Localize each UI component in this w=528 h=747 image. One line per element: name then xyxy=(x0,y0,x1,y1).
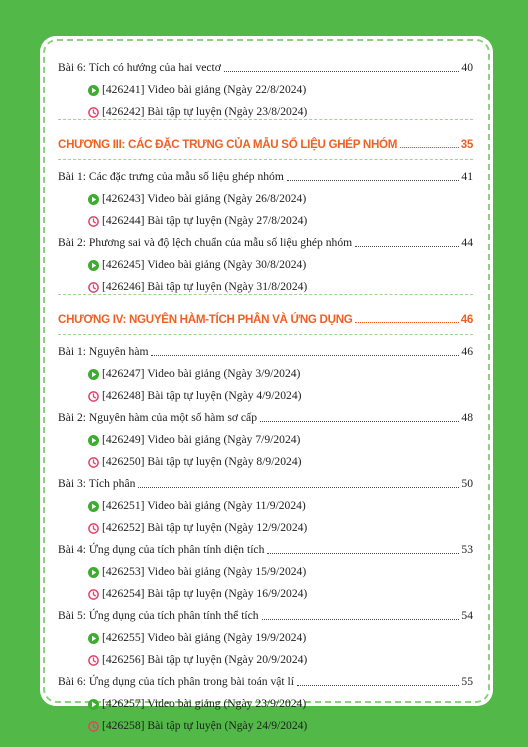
lesson-title: Bài 6: Ứng dụng của tích phân trong bài toán vật lí xyxy=(58,675,294,688)
clock-icon xyxy=(88,589,99,600)
video-title: [426255] Video bài giảng (Ngày 19/9/2024) xyxy=(102,631,307,644)
exercise-link[interactable] xyxy=(58,579,473,601)
lesson-title: Bài 3: Tích phân xyxy=(58,477,136,490)
chapter-title: CHƯƠNG III: CÁC ĐẶC TRƯNG CỦA MẪU SỐ LIỆU GHÉP NHÓM xyxy=(58,138,398,151)
clock-icon xyxy=(88,721,99,732)
lesson-page: 44 xyxy=(461,236,473,249)
lesson-entry[interactable] xyxy=(58,535,473,557)
leader-dots xyxy=(262,619,460,620)
exercise-link[interactable] xyxy=(58,645,473,667)
exercise-title: [426244] Bài tập tự luyện (Ngày 27/8/2024) xyxy=(102,214,308,227)
lesson-page: 50 xyxy=(461,477,473,490)
lesson-page: 55 xyxy=(461,675,473,688)
exercise-link[interactable] xyxy=(58,206,473,228)
video-title: [426251] Video bài giảng (Ngày 11/9/2024) xyxy=(102,499,306,512)
leader-dots xyxy=(287,180,460,181)
lesson-page: 53 xyxy=(461,543,473,556)
section-divider xyxy=(58,159,473,160)
lesson-title: Bài 6: Tích có hướng của hai vectơ xyxy=(58,61,221,74)
section-divider xyxy=(58,334,473,335)
video-title: [426257] Video bài giảng (Ngày 23/9/2024) xyxy=(102,697,307,710)
lesson-entry[interactable] xyxy=(58,162,473,184)
leader-dots xyxy=(260,421,459,422)
play-icon xyxy=(88,567,99,578)
video-title: [426243] Video bài giảng (Ngày 26/8/2024) xyxy=(102,192,307,205)
exercise-title: [426256] Bài tập tự luyện (Ngày 20/9/2024) xyxy=(102,653,308,666)
clock-icon xyxy=(88,655,99,666)
play-icon xyxy=(88,85,99,96)
leader-dots xyxy=(224,71,460,72)
video-title: [426245] Video bài giảng (Ngày 30/8/2024) xyxy=(102,258,307,271)
video-title: [426241] Video bài giảng (Ngày 22/8/2024) xyxy=(102,83,307,96)
leader-dots xyxy=(297,685,459,686)
play-icon xyxy=(88,699,99,710)
lesson-page: 48 xyxy=(461,411,473,424)
play-icon xyxy=(88,633,99,644)
exercise-link[interactable] xyxy=(58,381,473,403)
video-lecture-link[interactable] xyxy=(58,623,473,645)
leader-dots xyxy=(400,147,459,148)
exercise-link[interactable] xyxy=(58,272,473,294)
video-lecture-link[interactable] xyxy=(58,557,473,579)
lesson-page: 40 xyxy=(461,61,473,74)
video-lecture-link[interactable] xyxy=(58,425,473,447)
lesson-page: 46 xyxy=(461,345,473,358)
play-icon xyxy=(88,501,99,512)
lesson-entry[interactable] xyxy=(58,469,473,491)
play-icon xyxy=(88,369,99,380)
lesson-entry[interactable] xyxy=(58,601,473,623)
lesson-entry[interactable] xyxy=(58,53,473,75)
lesson-title: Bài 1: Nguyên hàm xyxy=(58,345,149,358)
exercise-link[interactable] xyxy=(58,513,473,535)
exercise-title: [426250] Bài tập tự luyện (Ngày 8/9/2024) xyxy=(102,455,302,468)
chapter-heading[interactable] xyxy=(58,307,473,326)
exercise-link[interactable] xyxy=(58,447,473,469)
video-title: [426249] Video bài giảng (Ngày 7/9/2024) xyxy=(102,433,301,446)
section-divider xyxy=(58,119,473,120)
video-lecture-link[interactable] xyxy=(58,75,473,97)
lesson-title: Bài 4: Ứng dụng của tích phân tính diện tích xyxy=(58,543,265,556)
lesson-title: Bài 1: Các đặc trưng của mẫu số liệu ghép nhóm xyxy=(58,170,284,183)
video-lecture-link[interactable] xyxy=(58,689,473,711)
lesson-entry[interactable] xyxy=(58,337,473,359)
leader-dots xyxy=(355,246,459,247)
play-icon xyxy=(88,194,99,205)
video-title: [426247] Video bài giảng (Ngày 3/9/2024) xyxy=(102,367,301,380)
lesson-entry[interactable] xyxy=(58,667,473,689)
clock-icon xyxy=(88,457,99,468)
chapter-heading[interactable] xyxy=(58,132,473,151)
clock-icon xyxy=(88,282,99,293)
lesson-page: 41 xyxy=(461,170,473,183)
clock-icon xyxy=(88,391,99,402)
exercise-title: [426258] Bài tập tự luyện (Ngày 24/9/2024) xyxy=(102,719,308,732)
lesson-entry[interactable] xyxy=(58,403,473,425)
toc-page xyxy=(40,36,493,732)
chapter-page: 35 xyxy=(460,138,473,151)
video-lecture-link[interactable] xyxy=(58,184,473,206)
play-icon xyxy=(88,260,99,271)
leader-dots xyxy=(138,487,459,488)
exercise-title: [426248] Bài tập tự luyện (Ngày 4/9/2024) xyxy=(102,389,302,402)
clock-icon xyxy=(88,216,99,227)
chapter-title: CHƯƠNG IV: NGUYÊN HÀM-TÍCH PHÂN VÀ ỨNG DỤNG xyxy=(58,313,353,326)
exercise-link[interactable] xyxy=(58,711,473,733)
clock-icon xyxy=(88,107,99,118)
video-lecture-link[interactable] xyxy=(58,491,473,513)
clock-icon xyxy=(88,523,99,534)
leader-dots xyxy=(151,355,459,356)
video-lecture-link[interactable] xyxy=(58,250,473,272)
leader-dots xyxy=(267,553,459,554)
exercise-title: [426246] Bài tập tự luyện (Ngày 31/8/2024) xyxy=(102,280,308,293)
chapter-page: 46 xyxy=(460,313,473,326)
play-icon xyxy=(88,435,99,446)
section-divider xyxy=(58,294,473,295)
leader-dots xyxy=(355,322,458,323)
exercise-title: [426252] Bài tập tự luyện (Ngày 12/9/2024) xyxy=(102,521,308,534)
lesson-entry[interactable] xyxy=(58,228,473,250)
exercise-title: [426242] Bài tập tự luyện (Ngày 23/8/2024) xyxy=(102,105,308,118)
lesson-title: Bài 5: Ứng dụng của tích phân tính thể tích xyxy=(58,609,259,622)
table-of-contents xyxy=(58,53,473,733)
lesson-title: Bài 2: Phương sai và độ lệch chuẩn của mẫu số liệu ghép nhóm xyxy=(58,236,353,249)
lesson-title: Bài 2: Nguyên hàm của một số hàm sơ cấp xyxy=(58,411,257,424)
exercise-link[interactable] xyxy=(58,97,473,119)
exercise-title: [426254] Bài tập tự luyện (Ngày 16/9/2024) xyxy=(102,587,308,600)
video-lecture-link[interactable] xyxy=(58,359,473,381)
lesson-page: 54 xyxy=(461,609,473,622)
video-title: [426253] Video bài giảng (Ngày 15/9/2024) xyxy=(102,565,307,578)
